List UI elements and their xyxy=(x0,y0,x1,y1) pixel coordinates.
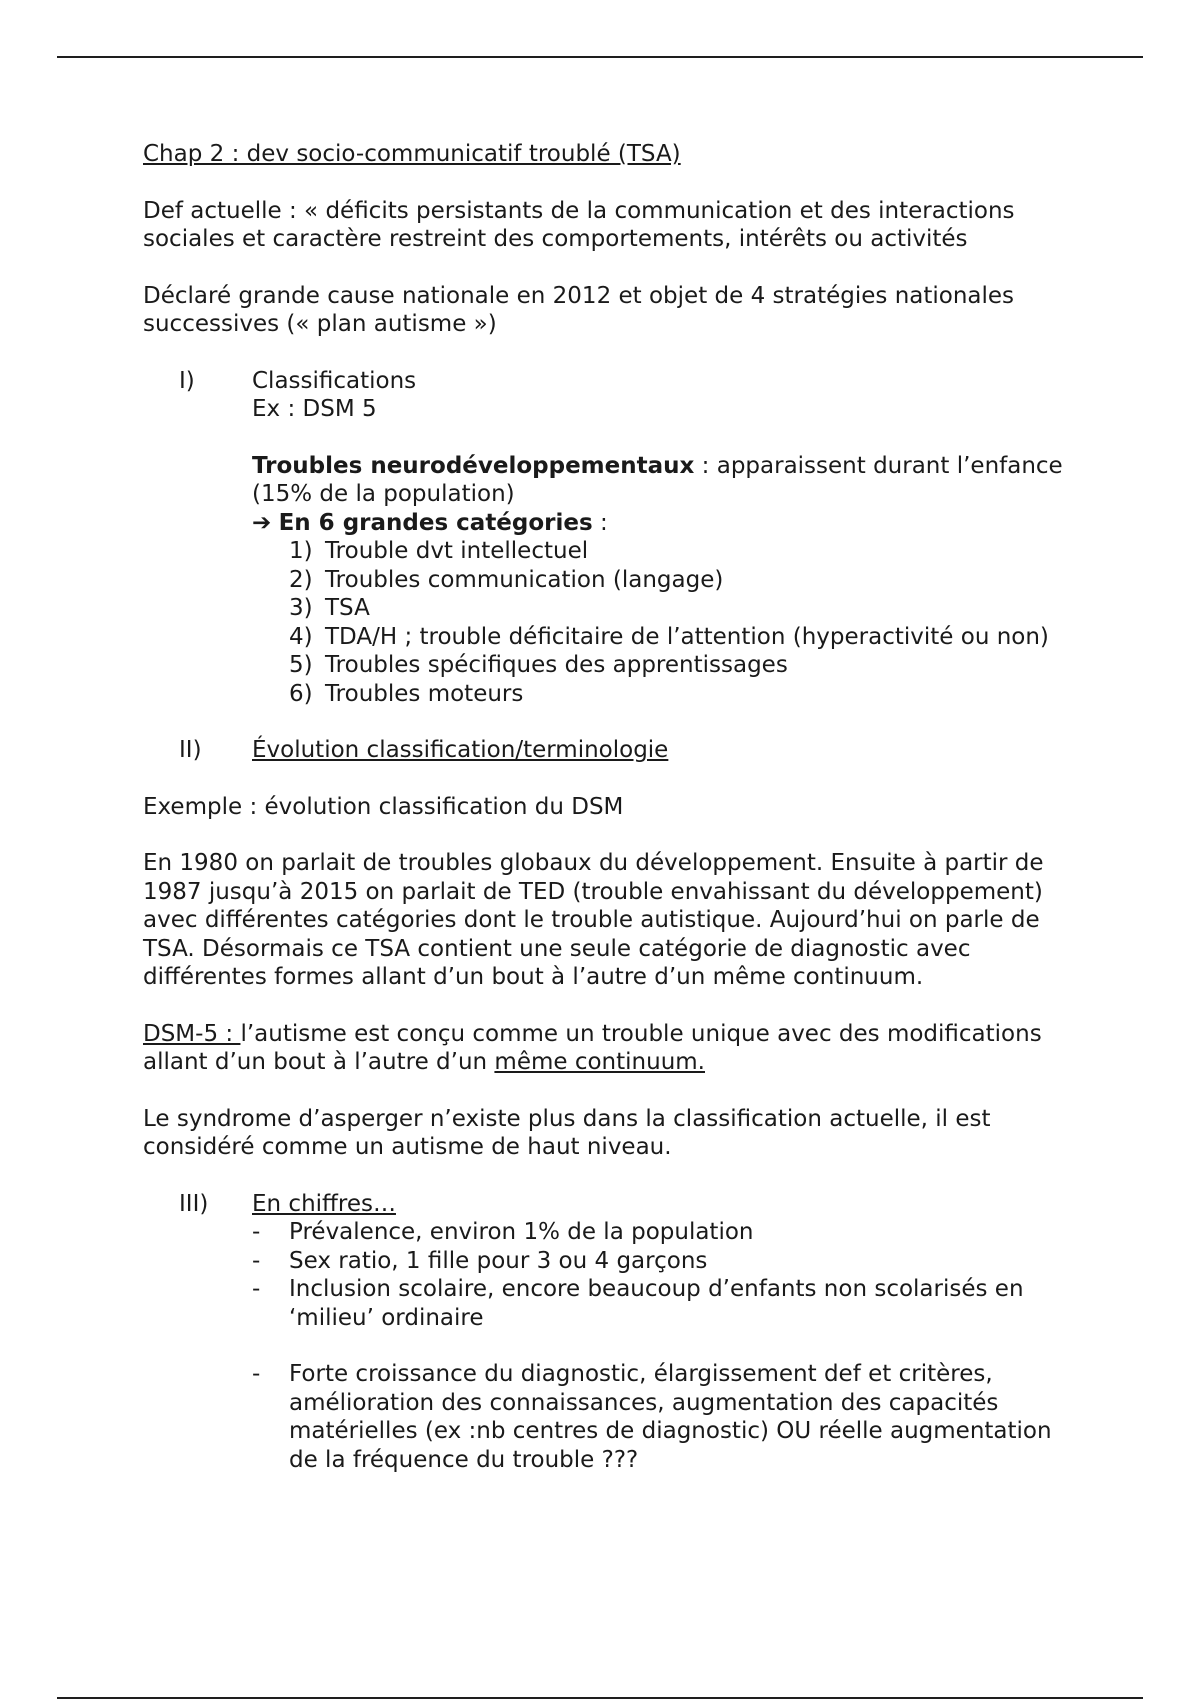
section-heading: Évolution classification/terminologie xyxy=(252,737,669,763)
list-item: 1) Trouble dvt intellectuel xyxy=(289,538,589,564)
chapter-title: Chap 2 : dev socio-communicatif troublé (TSA) xyxy=(143,141,681,167)
dsm5-label: DSM-5 : xyxy=(143,1020,241,1047)
list-item: - Sex ratio, 1 fille pour 3 ou 4 garçons xyxy=(252,1247,708,1274)
categories-label: ➔ En 6 grandes catégories : xyxy=(252,509,608,536)
categories-list xyxy=(252,537,1063,708)
list-item: 4) TDA/H ; trouble déficitaire de l’attention (hyperactivité ou non) xyxy=(289,623,1049,650)
section-numeral: III) xyxy=(179,1190,209,1217)
list-item: - Forte croissance du diagnostic, élargissement def et critères, amélioration des connaissances, augmentation des capacités matérielles (ex :nb centres de diagnostic) OU réelle augmentation de la fréquence du trouble ??? xyxy=(252,1361,1052,1473)
national-cause-paragraph: Déclaré grande cause nationale en 2012 et objet de 4 stratégies nationales successives (« plan autisme ») xyxy=(143,282,1015,337)
arrow-right-icon: ➔ xyxy=(252,509,272,536)
list-item: 3) TSA xyxy=(289,595,370,621)
ndd-term: Troubles neurodéveloppementaux xyxy=(252,452,695,479)
list-item: - Prévalence, environ 1% de la population xyxy=(252,1219,754,1245)
categories-label-text: En 6 grandes catégories xyxy=(278,509,593,536)
dsm5-paragraph: DSM-5 : l’autisme est conçu comme un trouble unique avec des modifications allant d’un bout à l’autre d’un même continuum. xyxy=(143,1020,1042,1075)
history-paragraph: En 1980 on parlait de troubles globaux du développement. Ensuite à partir de 1987 jusqu’à 2015 on parlait de TED (trouble envahissant du développement) avec différentes catégories dont le trouble autistique. Aujourd’hui on parle de TSA. Désormais ce TSA contient une seule catégorie de diagnostic avec différentes formes allant d’un bout à l’autre d’un même continuum. xyxy=(143,850,1044,990)
section-figures xyxy=(143,1190,1063,1475)
list-item: 6) Troubles moteurs xyxy=(289,680,524,707)
section-heading: En chiffres… xyxy=(252,1190,396,1217)
ndd-paragraph xyxy=(252,452,1063,509)
section-evolution xyxy=(143,736,1063,765)
section-classifications xyxy=(143,367,1063,709)
figures-list xyxy=(252,1218,1063,1332)
asperger-paragraph: Le syndrome d’asperger n’existe plus dans la classification actuelle, il est considéré comme un autisme de haut niveau. xyxy=(143,1105,991,1160)
section-numeral: II) xyxy=(179,737,202,763)
list-item: - Inclusion scolaire, encore beaucoup d’enfants non scolarisés en ‘milieu’ ordinaire xyxy=(252,1276,1024,1331)
footer-rule xyxy=(57,1697,1143,1699)
figures-list-2 xyxy=(252,1360,1063,1474)
list-item: 5) Troubles spécifiques des apprentissages xyxy=(289,652,788,678)
definition-paragraph: Def actuelle : « déficits persistants de la communication et des interactions sociales et caractère restreint des comportements, intérêts ou activités xyxy=(143,197,1015,252)
continuum-term: même continuum. xyxy=(494,1049,705,1075)
dsm-example-line: Exemple : évolution classification du DSM xyxy=(143,793,624,820)
list-item: 2) Troubles communication (langage) xyxy=(289,566,724,593)
section-numeral: I) xyxy=(179,367,195,394)
section-heading: Classifications xyxy=(252,367,417,394)
example-line: Ex : DSM 5 xyxy=(252,396,377,422)
header-rule xyxy=(57,56,1143,58)
document-body xyxy=(143,140,1063,1474)
ndd-description: : apparaissent durant l’enfance (15% de la population) xyxy=(252,452,1063,507)
